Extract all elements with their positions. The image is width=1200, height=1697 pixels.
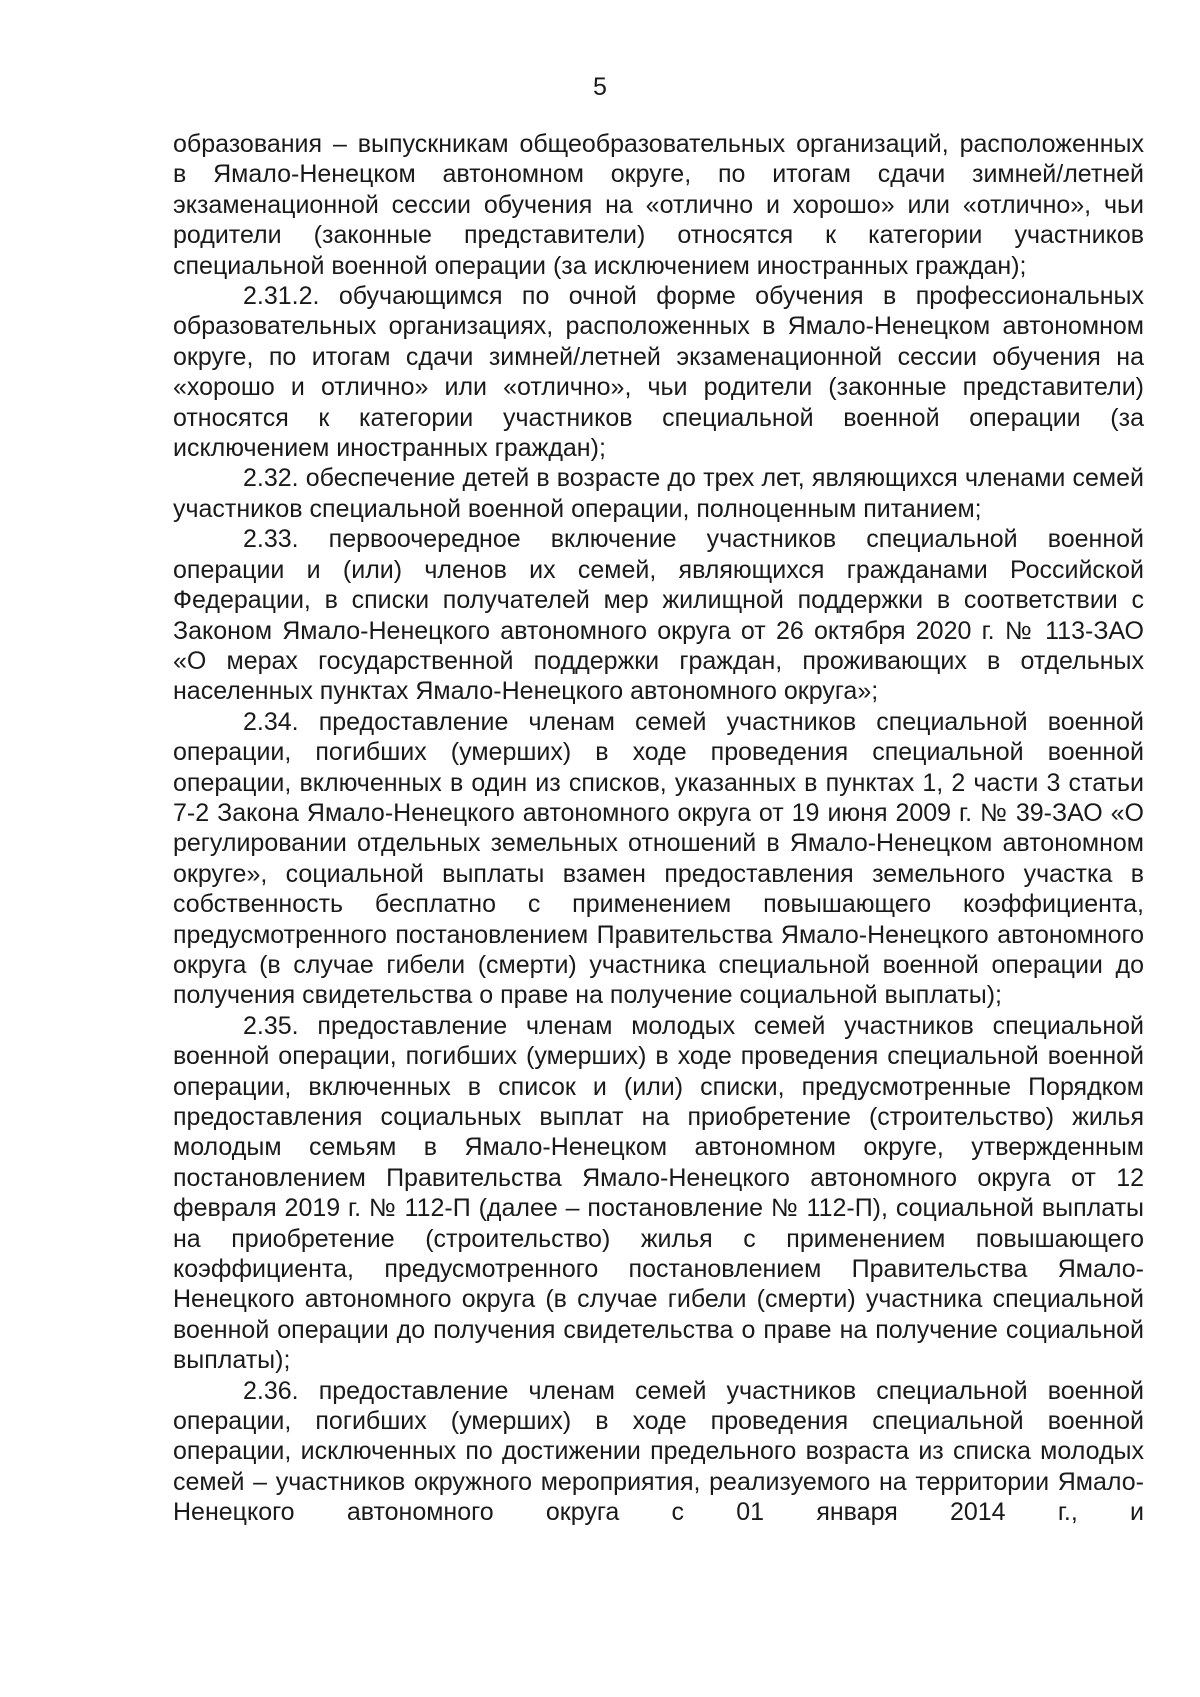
paragraph-2-31-2: 2.31.2. обучающимся по очной форме обучения в профессиональных образовательных организациях, расположенных в Ямало-Ненецком автономном округе, по итогам сдачи зимней/летней экзаменационной сессии обучения на «хорошо и отлично» или «отлично», чьи родители (законные представители) относятся к категории участников специальной военной операции (за исключением иностранных граждан); (173, 282, 1144, 463)
paragraph-2-36: 2.36. предоставление членам семей участников специальной военной операции, погибших (умерших) в ходе проведения специальной военной операции, исключенных по достижении предельного возраста из списка молодых семей – участников окружного мероприятия, реализуемого на территории Ямало-Ненецкого автономного округа с 01 января 2014 г., и (173, 1376, 1144, 1527)
paragraph-2-33: 2.33. первоочередное включение участников специальной военной операции и (или) членов их семей, являющихся гражданами Российской Федерации, в списки получателей мер жилищной поддержки в соответствии с Законом Ямало-Ненецкого автономного округа от 26 октября 2020 г. № 113-ЗАО «О мерах государственной поддержки граждан, проживающих в отдельных населенных пунктах Ямало-Ненецкого автономного округа»; (173, 525, 1144, 706)
paragraph-2-32: 2.32. обеспечение детей в возрасте до трех лет, являющихся членами семей участников специальной военной операции, полноценным питанием; (173, 464, 1144, 523)
document-body (173, 129, 1144, 1528)
paragraph-2-34: 2.34. предоставление членам семей участников специальной военной операции, погибших (умерших) в ходе проведения специальной военной операции, включенных в один из списков, указанных в пунктах 1, 2 части 3 статьи 7-2 Закона Ямало-Ненецкого автономного округа от 19 июня 2009 г. № 39-ЗАО «О регулировании отдельных земельных отношений в Ямало-Ненецком автономном округе», социальной выплаты взамен предоставления земельного участка в собственность бесплатно с применением повышающего коэффициента, предусмотренного постановлением Правительства Ямало-Ненецкого автономного округа (в случае гибели (смерти) участника специальной военной операции до получения свидетельства о праве на получение социальной выплаты); (173, 707, 1144, 1010)
page-number: 5 (593, 73, 607, 101)
paragraph-2-35: 2.35. предоставление членам молодых семей участников специальной военной операции, погибших (умерших) в ходе проведения специальной военной операции, включенных в список и (или) списки, предусмотренные Порядком предоставления социальных выплат на приобретение (строительство) жилья молодым семьям в Ямало-Ненецком автономном округе, утвержденным постановлением Правительства Ямало-Ненецкого автономного округа от 12 февраля 2019 г. № 112-П (далее – постановление № 112-П), социальной выплаты на приобретение (строительство) жилья с применением повышающего коэффициента, предусмотренного постановлением Правительства Ямало-Ненецкого автономного округа (в случае гибели (смерти) участника специальной военной операции до получения свидетельства о праве на получение социальной выплаты); (173, 1011, 1144, 1375)
paragraph-continuation: образования – выпускникам общеобразовательных организаций, расположенных в Ямало-Ненецком автономном округе, по итогам сдачи зимней/летней экзаменационной сессии обучения на «отлично и хорошо» или «отлично», чьи родители (законные представители) относятся к категории участников специальной военной операции (за исключением иностранных граждан); (173, 130, 1144, 280)
